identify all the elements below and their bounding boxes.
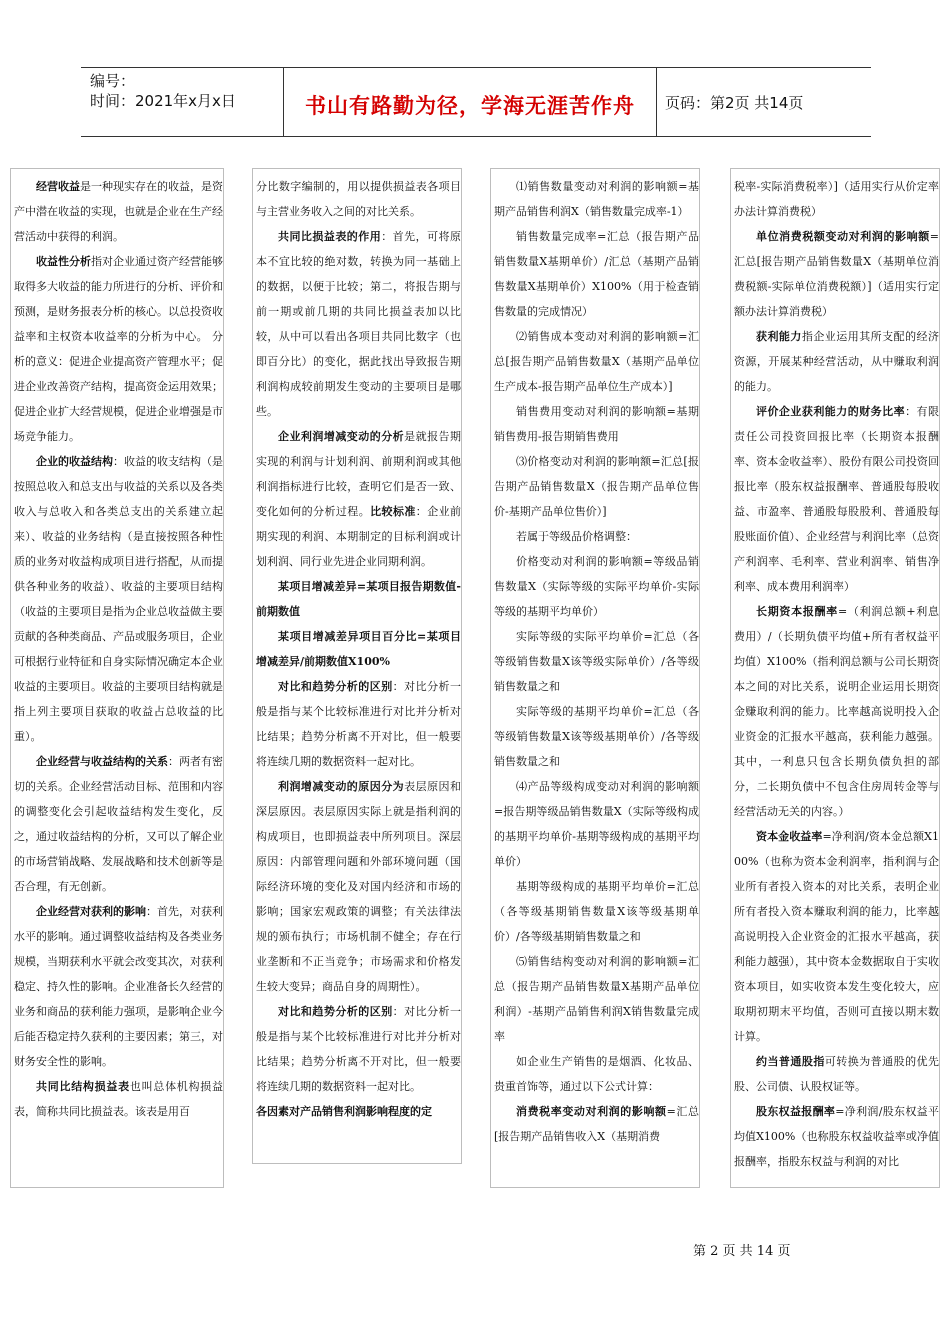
paragraph-text: ⑷产品等级构成变动对利润的影响额=报告期等级品销售数量X（实际等级构成的基期平均单价-基期等级构成的基期平均单价）	[494, 780, 699, 868]
paragraph	[734, 324, 939, 399]
paragraph-text: ⑸销售结构变动对利润的影响额=汇总（报告期产品销售数量X基期产品单位利润）-基期产品销售利润X销售数量完成率	[494, 955, 699, 1043]
term-heading: 对比和趋势分析的区别	[278, 1005, 393, 1018]
paragraph	[734, 399, 939, 599]
paragraph-text: 是一种现实存在的收益，是资产中潜在收益的实现，也就是企业在生产经营活动中获得的利润。	[14, 180, 223, 243]
paragraph	[494, 1099, 699, 1149]
paragraph-text: 指对企业通过资产经营能够取得多大收益的能力所进行的分析、评价和预测，是财务报表分析的核心。以总投资收益率和主权资本收益率的分析为中心。 分析的意义：促进企业提高资产管理水平；促进企业改善资产结构，提高资金运用效果；促进企业扩大经营规模，促进企业增强是市场竞争能力。	[14, 255, 223, 443]
paragraph	[14, 749, 223, 899]
term-heading: 共同比结构损益表	[36, 1080, 130, 1093]
paragraph	[494, 174, 699, 224]
paragraph	[14, 1074, 223, 1124]
term-heading: 长期资本报酬率	[756, 605, 838, 618]
paragraph	[256, 1099, 461, 1124]
term-heading: 收益性分析	[36, 255, 91, 268]
formula: 某项目增减差异项目百分比=某项目增减差异/前期数值X100%	[256, 630, 461, 668]
paragraph-text: ：收益的收支结构（是按照总收入和总支出与收益的关系以及各类收入与总收入和各类总支出的关系建立起来）、收益的业务结构（是直接按照各种性质的业务对收益构成项目进行搭配，从而提供各种业务的收益）、收益的主要项目结构（收益的主要项目是指为企业总收益做主要贡献的各种类商品、产品或服务项目，企业可根据行业特征和自身实际情况确定本企业收益的主要项目。收益的主要项目结构就是指上列主要项目获取的收益占总收益的比重）。	[14, 455, 223, 743]
text-column-1	[10, 168, 224, 1188]
document-number-label: 编号：	[90, 72, 136, 90]
paragraph-text: 可转换为普通股的优先股、公司债、认股权证等。	[734, 1055, 940, 1093]
footer-page-number: 第 2 页 共 14 页	[693, 1244, 791, 1259]
term-heading: 单位消费税额变动对利润的影响额	[756, 230, 930, 243]
text-column-2	[252, 168, 462, 1164]
paragraph-text: 是就报告期实现的利润与计划利润、前期利润或其他利润指标进行比较，查明它们是否一致、变化如何的分析过程。	[256, 430, 462, 518]
term-heading: 股东权益报酬率	[756, 1105, 836, 1118]
paragraph	[494, 524, 699, 549]
paragraph	[494, 699, 699, 774]
paragraph-text: 税率-实际消费税率）]（适用实行从价定率办法计算消费税）	[734, 180, 939, 218]
paragraph-text: 若属于等级品价格调整：	[516, 530, 637, 543]
paragraph-text: 实际等级的基期平均单价=汇总（各等级销售数量X该等级基期单价）/各等级销售数量之和	[494, 705, 699, 768]
paragraph-text: 销售数量完成率=汇总（报告期产品销售数量X基期单价）/汇总（基期产品销售数量X基期单价）X100%（用于检查销售数量的完成情况）	[494, 230, 699, 318]
paragraph-text: 也叫总体机构损益表，简称共同比损益表。该表是用百	[14, 1080, 224, 1118]
paragraph	[256, 574, 461, 624]
paragraph-text: 指企业运用其所支配的经济资源，开展某种经营活动，从中赚取利润的能力。	[734, 330, 940, 393]
formula: 某项目增减差异=某项目报告期数值-前期数值	[256, 580, 461, 618]
term-heading: 消费税率变动对利润的影响额	[516, 1105, 667, 1118]
document-date-label: 时间：2021年x月x日	[90, 92, 236, 110]
paragraph	[14, 449, 223, 749]
term-heading: 获利能力	[756, 330, 802, 343]
paragraph	[256, 424, 461, 574]
paragraph	[734, 174, 939, 224]
paragraph-text: 分比数字编制的，用以提供损益表各项目与主营业务收入之间的对比关系。	[256, 180, 461, 218]
paragraph-text: ：企业前期实现的利润、本期制定的目标利润或计划利润、同行业先进企业同期利润。	[256, 505, 462, 568]
paragraph	[494, 874, 699, 949]
header-motto: 书山有路勤为径，学海无涯苦作舟	[284, 68, 657, 136]
paragraph-text: ⑶价格变动对利润的影响额=汇总[报告期产品销售数量X（报告期产品单位售价-基期产品单位售价）]	[494, 455, 699, 518]
paragraph	[734, 1049, 939, 1099]
term-heading: 企业利润增减变动的分析	[278, 430, 405, 443]
term-heading: 资本金收益率	[756, 830, 823, 843]
term-heading: 企业的收益结构	[36, 455, 113, 468]
paragraph	[494, 324, 699, 399]
paragraph	[734, 224, 939, 324]
paragraph-text: ：对比分析一般是指与某个比较标准进行对比并分析对比结果；趋势分析离不开对比，但一般要将连续几期的数据资料一起对比。	[256, 680, 462, 768]
paragraph	[14, 899, 223, 1074]
paragraph-text: 基期等级构成的基期平均单价=汇总（各等级基期销售数量X该等级基期单价）/各等级基期销售数量之和	[494, 880, 699, 943]
paragraph-text: 如企业生产销售的是烟酒、化妆品、贵重首饰等，通过以下公式计算：	[494, 1055, 699, 1093]
paragraph	[734, 824, 939, 1049]
paragraph	[734, 1099, 939, 1174]
paragraph	[494, 449, 699, 524]
paragraph-text: 实际等级的实际平均单价=汇总（各等级销售数量X该等级实际单价）/各等级销售数量之和	[494, 630, 699, 693]
paragraph-text: ：两者有密切的关系。企业经营活动目标、范围和内容的调整变化会引起收益结构发生变化，反之，通过收益结构的分析，又可以了解企业的市场营销战略、发展战略和技术创新等是否合理，有无创新。	[14, 755, 223, 893]
paragraph	[14, 249, 223, 449]
header-page-number: 页码：第2页 共14页	[665, 93, 804, 112]
paragraph	[256, 674, 461, 774]
header-left-cell	[81, 68, 284, 136]
text-column-4	[730, 168, 940, 1188]
paragraph-text: =净利润/股东权益平均值X100%（也称股东权益收益率或净值报酬率，指股东权益与利润的对比	[734, 1105, 939, 1168]
term-heading: 企业经营对获利的影响	[36, 905, 146, 918]
term-heading: 各因素对产品销售利润影响程度的定	[256, 1105, 432, 1118]
paragraph-text: =（利润总额+利息费用）/（长期负债平均值+所有者权益平均值）X100%（指利润总额与公司长期资本之间的对比关系，说明企业运用长期资金赚取利润的能力。比率越高说明投入企业资金的汇报水平越高，获利能力越强。其中，一利息只包含长期负债负担的部分，二长期负债中不包含住房周转金等与经营活动无关的内容。）	[734, 605, 940, 818]
text-column-3	[490, 168, 700, 1188]
paragraph	[494, 624, 699, 699]
paragraph	[494, 949, 699, 1049]
paragraph-text: =汇总[报告期产品销售收入X（基期消费	[494, 1105, 699, 1143]
paragraph	[256, 999, 461, 1099]
term-heading: 对比和趋势分析的区别	[278, 680, 393, 693]
paragraph	[494, 1049, 699, 1099]
paragraph-text: 价格变动对利润的影响额=等级品销售数量X（实际等级的实际平均单价-实际等级的基期平均单价）	[494, 555, 699, 618]
term-heading: 经营收益	[36, 180, 80, 193]
term-heading: 比较标准	[370, 505, 416, 518]
paragraph	[734, 599, 939, 824]
paragraph	[494, 399, 699, 449]
term-heading: 评价企业获利能力的财务比率	[756, 405, 906, 418]
paragraph-text: ⑴销售数量变动对利润的影响额=基期产品销售利润X（销售数量完成率-1）	[494, 180, 699, 218]
page-header	[81, 67, 871, 137]
paragraph	[256, 624, 461, 674]
paragraph-text: 销售费用变动对利润的影响额=基期销售费用-报告期销售费用	[494, 405, 699, 443]
term-heading: 约当普通股指	[756, 1055, 825, 1068]
paragraph-text: =净利润/资本金总额X100%（也称为资本金利润率，指利润与企业所有者投入资本的对比关系，表明企业所有者投入资本赚取利润的能力，比率越高说明投入企业资金的汇报水平越高，获利能力越强），其中资本金数据取自于实收资本项目，如实收资本发生变化较大，应取期初期末平均值，否则可直接以期末数计算。	[734, 830, 939, 1043]
paragraph	[494, 224, 699, 324]
paragraph	[256, 774, 461, 999]
paragraph-text: ：首先，可将原本不宜比较的绝对数，转换为同一基础上的数据，以便于比较；第二，将报告期与前一期或前几期的共同比损益表加以比较，从中可以看出各项目共同比数字（也即百分比）的变化，据此找出导致报告期利润构成较前期发生变动的主要项目是哪些。	[256, 230, 462, 418]
paragraph	[14, 174, 223, 249]
paragraph-text: ：对比分析一般是指与某个比较标准进行对比并分析对比结果；趋势分析离不开对比，但一般要将连续几期的数据资料一起对比。	[256, 1005, 462, 1093]
paragraph	[494, 549, 699, 624]
paragraph-text: =汇总[报告期产品销售数量X（基期单位消费税额-实际单位消费税额）]（适用实行定额办法计算消费税）	[734, 230, 939, 318]
paragraph	[494, 774, 699, 874]
term-heading: 利润增减变动的原因分为	[278, 780, 405, 793]
paragraph-text: ：有限责任公司投资回报比率（长期资本报酬率、资本金收益率）、股份有限公司投资回报比率（股东权益报酬率、普通股每股收益、市盈率、普通股每股股利、普通股每股账面价值）、企业经营与利润比率（总资产利润率、毛利率、营业利润率、销售净利率、成本费用利润率）	[734, 405, 940, 593]
paragraph-text: 表层原因和深层原因。表层原因实际上就是指利润的构成项目，也即损益表中所列项目。深层原因：内部管理问题和外部环境问题（国际经济环境的变化及对国内经济和市场的影响；国家宏观政策的调整；有关法律法规的颁布执行；市场机制不健全；存在行业垄断和不正当竞争；市场需求和价格发生较大变异；商品自身的周期性）。	[256, 780, 462, 993]
paragraph-text: ⑵销售成本变动对利润的影响额=汇总[报告期产品销售数量X（基期产品单位生产成本-报告期产品单位生产成本）]	[494, 330, 699, 393]
paragraph-text: ：首先，对获利水平的影响。通过调整收益结构及各类业务规模，当期获利水平就会改变其次，对获利稳定、持久性的影响。企业准备长久经营的业务和商品的获利能力强项，是影响企业今后能否稳定持久获利的主要因素；第三，对财务安全性的影响。	[14, 905, 223, 1068]
paragraph	[256, 224, 461, 424]
term-heading: 共同比损益表的作用	[278, 230, 382, 243]
paragraph	[256, 174, 461, 224]
term-heading: 企业经营与收益结构的关系	[36, 755, 168, 768]
